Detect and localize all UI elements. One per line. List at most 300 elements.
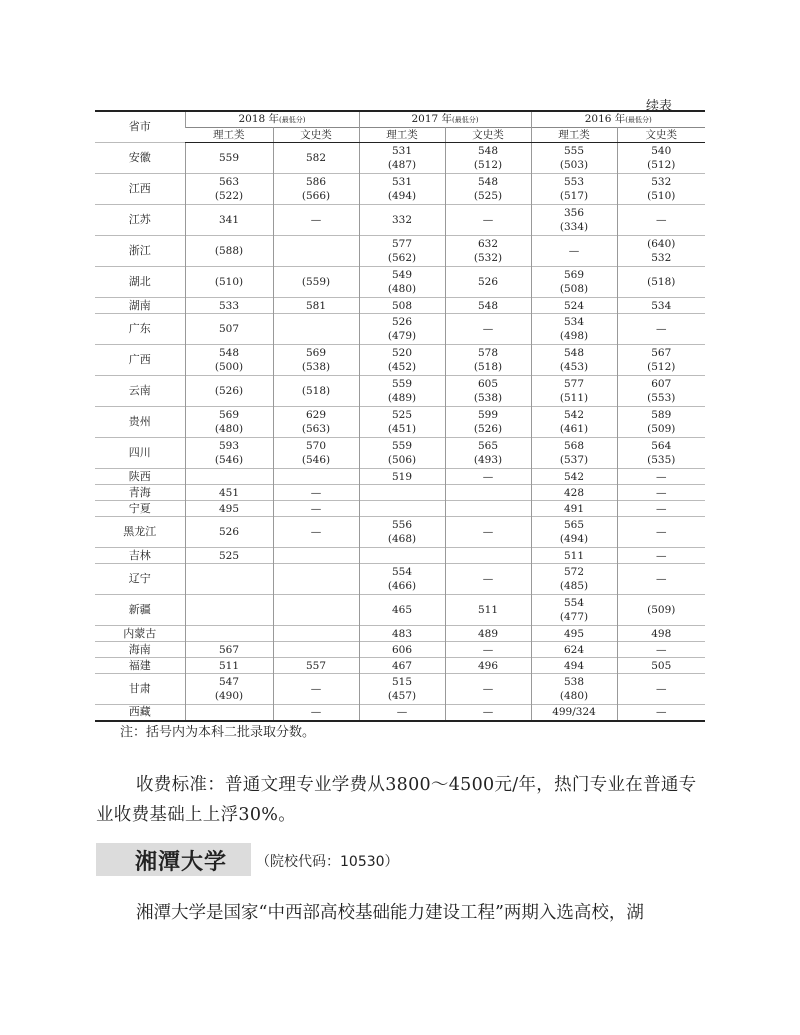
score-cell [531,438,617,469]
score-value: — [482,706,494,719]
score-value: 356 [563,207,585,219]
province-cell: 贵州 [128,415,151,428]
fee-paragraph: 收费标准：普通文理专业学费从3800～4500元/年，热门专业在普通专业收费基础上上浮30%。 [96,775,697,825]
score-value: (506) [387,454,417,466]
score-cell [445,658,531,674]
score-cell [185,143,273,174]
score-value: 531 [391,145,413,157]
score-value: 607 [651,378,672,390]
score-value: 467 [391,659,413,672]
province-cell: 西藏 [128,705,151,719]
score-value: — [310,486,322,499]
score-cell [359,298,445,314]
table-row [95,376,705,407]
score-value: (538) [473,392,503,404]
score-cell [359,345,445,376]
score-value: 491 [563,502,585,515]
year-header-2018: 2018 年(最低分) [185,111,359,128]
score-cell [185,298,273,314]
score-cell [359,174,445,205]
score-value: 531 [391,176,413,188]
score-cell [617,205,705,236]
score-cell [445,236,531,267]
score-cell [445,674,531,705]
continued-label: 续表 [645,99,672,114]
score-cell [617,501,705,517]
score-value: — [656,549,667,562]
score-value: — [310,502,322,515]
province-cell: 内蒙古 [123,626,157,640]
score-value: 567 [218,643,240,656]
score-cell [185,438,273,469]
score-cell [273,314,359,345]
score-value: (480) [559,690,589,702]
score-value: 586 [305,176,327,188]
score-cell [359,407,445,438]
score-value: (494) [559,533,589,545]
score-value: 494 [563,659,585,672]
score-value: 593 [218,440,240,452]
score-cell [617,517,705,548]
score-value: 548 [218,347,240,359]
score-value: 451 [218,486,240,499]
score-value: 548 [477,176,499,188]
score-cell [445,642,531,658]
province-cell: 安徽 [128,151,151,164]
score-value: (503) [559,159,589,171]
sub-header: 理工类 [531,128,617,143]
province-cell: 湖北 [128,275,151,288]
score-value: 565 [563,519,585,531]
institution-code: （院校代码：10530） [256,854,399,870]
score-value: (453) [559,361,589,373]
score-cell [617,407,705,438]
score-cell [359,438,445,469]
score-value: (480) [387,283,417,295]
score-value: (457) [387,690,417,702]
score-cell [273,626,359,642]
score-value: 556 [391,519,413,531]
score-value: 534 [651,299,672,312]
score-cell [273,705,359,721]
table-row [95,205,705,236]
score-cell [445,438,531,469]
score-cell [359,143,445,174]
score-cell [531,517,617,548]
score-value: 624 [563,643,585,656]
score-value: (451) [387,423,417,435]
table-row [95,345,705,376]
score-value: (553) [647,392,676,404]
score-value: 548 [477,145,499,157]
score-cell [531,345,617,376]
score-cell [359,469,445,485]
score-cell [445,548,531,564]
score-cell [531,626,617,642]
score-value: 569 [305,347,327,359]
score-value: 526 [477,276,499,288]
score-cell [185,314,273,345]
score-cell [359,674,445,705]
score-cell [531,298,617,314]
score-cell [445,501,531,517]
score-cell [531,564,617,595]
score-value: (500) [214,361,244,373]
score-cell [445,298,531,314]
score-cell [185,345,273,376]
score-value: 605 [477,378,499,390]
score-cell [617,314,705,345]
score-cell [445,267,531,298]
section-title: 湘潭大学 [135,850,228,875]
score-cell [531,501,617,517]
score-value: (562) [387,252,417,264]
score-value: 540 [651,145,672,157]
score-value: 495 [563,627,585,640]
score-cell [617,469,705,485]
table-row [95,595,705,626]
province-cell: 广西 [128,353,151,366]
score-value: (511) [559,392,589,404]
score-cell [359,236,445,267]
score-value: 499/324 [552,706,596,719]
score-value: 569 [563,269,585,281]
score-cell [531,314,617,345]
province-cell: 新疆 [128,603,151,616]
score-value: 524 [563,299,585,312]
score-cell [359,501,445,517]
score-cell [185,658,273,674]
score-value: — [482,470,494,483]
province-cell: 黑龙江 [123,525,157,538]
score-cell [445,595,531,626]
sub-header: 理工类 [359,128,445,143]
score-cell [273,548,359,564]
score-cell [445,314,531,345]
score-value: — [656,486,667,499]
score-value: 532 [651,252,672,264]
score-cell [617,705,705,721]
score-cell [185,548,273,564]
score-value: 498 [651,627,672,640]
table-row [95,314,705,345]
score-cell [273,143,359,174]
score-value: 577 [563,378,585,390]
score-cell [617,548,705,564]
score-cell [531,642,617,658]
score-cell [531,174,617,205]
table-row [95,658,705,674]
score-value: — [310,706,322,719]
score-value: — [310,683,322,695]
table-row [95,438,705,469]
table-row [95,236,705,267]
score-value: 548 [477,299,499,312]
score-value: (508) [559,283,589,295]
score-cell [445,143,531,174]
score-value: 547 [218,676,240,688]
score-value: 511 [218,659,240,672]
score-value: 508 [391,299,413,312]
score-value: 582 [305,152,327,164]
score-value: — [396,706,408,719]
table-body [95,143,705,721]
score-cell [185,236,273,267]
score-value: — [656,573,667,585]
score-value: (468) [387,533,417,545]
score-cell [531,595,617,626]
score-value: 577 [391,238,413,250]
score-cell [531,658,617,674]
sub-header: 文史类 [617,128,705,143]
score-value: — [482,643,494,656]
score-value: 515 [391,676,413,688]
score-cell [273,345,359,376]
table-row [95,267,705,298]
score-value: 505 [651,659,672,672]
score-cell [185,469,273,485]
score-value: (490) [214,690,244,702]
score-value: (559) [301,276,331,288]
score-value: (546) [301,454,331,466]
table-row [95,501,705,517]
score-cell [531,548,617,564]
score-cell [359,205,445,236]
table-row [95,705,705,721]
score-cell [273,674,359,705]
score-value: 581 [305,299,327,312]
score-value: (518) [301,385,331,397]
score-value: (498) [559,330,589,342]
score-value: (510) [647,190,676,202]
score-cell [617,267,705,298]
score-value: 533 [218,299,240,312]
score-cell [359,564,445,595]
province-cell: 江西 [128,182,151,195]
table-row [95,642,705,658]
score-value: (526) [473,423,503,435]
year-header-2017: 2017 年(最低分) [359,111,531,128]
score-cell [531,674,617,705]
score-cell [531,376,617,407]
score-value: (485) [559,580,589,592]
score-cell [617,674,705,705]
score-value: 599 [477,409,499,421]
year-header-2016: 2016 年(最低分) [531,111,705,128]
score-cell [185,705,273,721]
score-cell [185,267,273,298]
score-cell [185,595,273,626]
table-row [95,174,705,205]
score-value: 511 [563,549,585,562]
score-cell [617,485,705,501]
intro-paragraph: 湘潭大学是国家“中西部高校基础能力建设工程”两期入选高校，湖 [136,903,644,923]
score-value: 525 [391,409,413,421]
score-cell [273,236,359,267]
score-value: 589 [651,409,672,421]
province-cell: 江苏 [128,213,151,226]
score-value: 483 [391,627,413,640]
table-row [95,469,705,485]
score-cell [185,205,273,236]
score-value: 526 [218,526,240,538]
score-cell [359,314,445,345]
score-value: 525 [218,549,240,562]
score-cell [531,469,617,485]
province-cell: 宁夏 [128,501,151,515]
score-cell [617,595,705,626]
score-cell [185,174,273,205]
score-value: 489 [477,627,499,640]
score-value: (487) [387,159,417,171]
score-cell [185,626,273,642]
score-value: (512) [647,361,676,373]
score-cell [359,517,445,548]
score-value: 554 [391,566,413,578]
score-value: 557 [305,659,327,672]
table-row [95,143,705,174]
score-value: (526) [214,385,244,397]
score-value: — [656,526,667,538]
score-cell [273,469,359,485]
score-value: 632 [477,238,499,250]
score-cell [617,642,705,658]
score-cell [273,501,359,517]
score-value: 495 [218,502,240,515]
score-value: 570 [305,440,327,452]
score-value: 565 [477,440,499,452]
score-value: — [656,214,667,226]
score-value: — [656,643,667,656]
score-value: (512) [647,159,676,171]
score-value: — [482,323,494,335]
score-cell [445,626,531,642]
score-cell [359,595,445,626]
score-value: — [310,214,322,226]
score-value: 532 [651,176,672,188]
score-value: (461) [559,423,589,435]
table-row [95,626,705,642]
score-cell [359,642,445,658]
score-cell [185,501,273,517]
score-cell [445,517,531,548]
score-cell [617,298,705,314]
score-value: (538) [301,361,331,373]
score-value: (512) [473,159,503,171]
score-cell [273,298,359,314]
score-value: (480) [214,423,244,435]
score-cell [185,485,273,501]
score-value: (509) [647,604,676,616]
score-value: 511 [477,604,499,616]
score-value: (640) [647,238,676,250]
score-cell [531,236,617,267]
score-value: (510) [214,276,244,288]
score-value: — [482,214,494,226]
score-cell [185,674,273,705]
score-cell [531,485,617,501]
admission-score-table [95,110,705,722]
score-cell [185,517,273,548]
score-cell [617,345,705,376]
score-cell [273,174,359,205]
score-cell [445,705,531,721]
score-value: (566) [301,190,331,202]
score-value: — [482,683,494,695]
score-value: 554 [563,597,585,609]
score-value: (518) [647,276,676,288]
score-value: (479) [387,330,417,342]
score-cell [617,376,705,407]
score-cell [273,658,359,674]
score-cell [359,658,445,674]
score-value: 606 [391,643,413,656]
score-value: (477) [559,611,589,623]
score-cell [617,658,705,674]
score-cell [359,376,445,407]
score-cell [359,485,445,501]
province-cell: 浙江 [128,244,151,257]
score-value: 341 [218,214,240,226]
score-value: — [656,502,667,515]
province-cell: 陕西 [128,469,151,483]
score-cell [617,564,705,595]
table-row [95,548,705,564]
score-value: (493) [473,454,503,466]
score-cell [445,174,531,205]
score-value: 578 [477,347,499,359]
score-value: 564 [651,440,672,452]
score-value: 559 [391,378,413,390]
score-cell [445,376,531,407]
score-cell [445,407,531,438]
score-value: 542 [563,409,585,421]
score-value: — [568,245,580,257]
score-value: (494) [387,190,417,202]
score-value: 569 [218,409,240,421]
score-cell [617,236,705,267]
score-cell [617,438,705,469]
score-value: (588) [214,245,244,257]
score-value: (452) [387,361,417,373]
score-value: — [482,526,494,538]
score-cell [273,517,359,548]
score-value: 549 [391,269,413,281]
score-value: — [656,683,667,695]
score-cell [445,469,531,485]
score-value: 559 [218,152,240,164]
score-cell [273,267,359,298]
score-cell [445,205,531,236]
score-value: — [656,470,667,483]
score-value: 534 [563,316,585,328]
score-value: — [310,526,322,538]
score-cell [359,626,445,642]
score-value: 507 [218,323,240,335]
score-value: 559 [391,440,413,452]
score-value: (522) [214,190,244,202]
sub-header: 文史类 [445,128,531,143]
province-cell: 福建 [128,658,151,672]
score-value: (509) [647,423,676,435]
table-row [95,674,705,705]
score-value: 520 [391,347,413,359]
score-value: (546) [214,454,244,466]
sub-header: 文史类 [273,128,359,143]
province-cell: 四川 [128,446,151,459]
sub-header: 理工类 [185,128,273,143]
score-value: 572 [563,566,585,578]
